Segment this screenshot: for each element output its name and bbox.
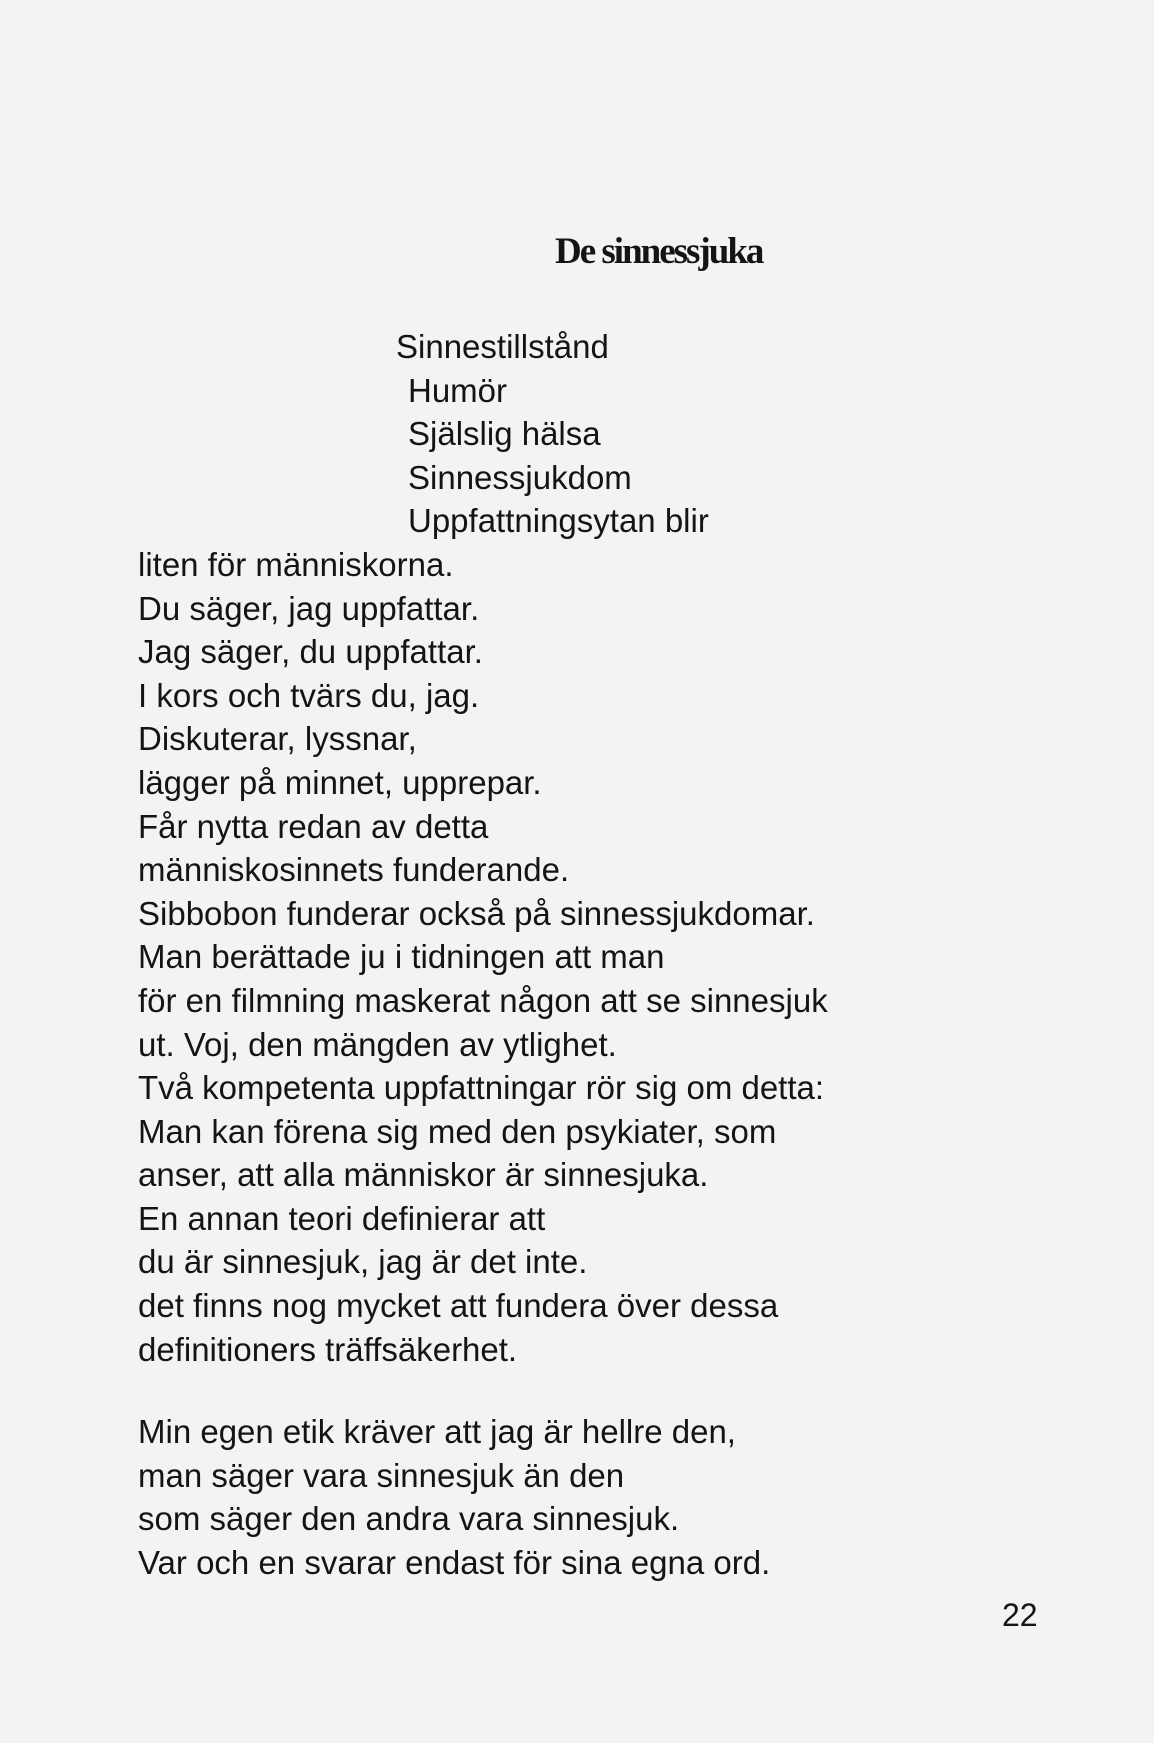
poem-line: man säger vara sinnesjuk än den (138, 1456, 625, 1494)
poem-line: Min egen etik kräver att jag är hellre den, (138, 1413, 736, 1450)
page-number: 22 (1002, 1597, 1038, 1633)
poem-line: för en filmning maskerat någon att se sinnesjuk (138, 981, 828, 1019)
poem-stanza-2 (138, 1410, 770, 1584)
poem-line: Sinnestillstånd (396, 328, 609, 365)
poem-line: anser, att alla människor är sinnesjuka. (138, 1156, 709, 1194)
poem-line: Två kompetenta uppfattningar rör sig om detta: (138, 1069, 825, 1107)
poem-line: Man kan förena sig med den psykiater, som (138, 1112, 777, 1150)
poem-line: som säger den andra vara sinnesjuk. (138, 1500, 680, 1538)
poem-line: I kors och tvärs du, jag. (138, 676, 480, 714)
poem-line: En annan teori definierar att (138, 1199, 546, 1237)
poem-line: lägger på minnet, upprepar. (138, 763, 542, 801)
poem-line: definitioners träffsäkerhet. (138, 1330, 518, 1368)
poem-line: Diskuterar, lyssnar, (138, 720, 417, 758)
poem-line: Själslig hälsa (408, 415, 601, 453)
poem-line: Uppfattningsytan blir (408, 502, 709, 540)
poem-title: De sinnessjuka (555, 231, 763, 272)
poem-line: människosinnets funderande. (138, 851, 570, 889)
poem-line: Du säger, jag uppfattar. (138, 589, 480, 627)
poem-line: Humör (408, 371, 508, 409)
poem-line: Var och en svarar endast för sina egna ord. (138, 1543, 771, 1581)
poem-line: Man berättade ju i tidningen att man (138, 938, 665, 976)
poem-line: ut. Voj, den mängden av ytlighet. (138, 1025, 617, 1063)
poem-line: Får nytta redan av detta (138, 807, 489, 845)
poem-line: det finns nog mycket att fundera över dessa (138, 1287, 779, 1325)
poem-line: du är sinnesjuk, jag är det inte. (138, 1243, 588, 1281)
poem-line: Jag säger, du uppfattar. (138, 633, 483, 671)
poem-stanza-1 (0, 325, 1154, 1371)
poem-line: liten för människorna. (138, 545, 454, 583)
poem-line: Sinnessjukdom (408, 458, 632, 496)
poem-line: Sibbobon funderar också på sinnessjukdomar. (138, 894, 815, 932)
